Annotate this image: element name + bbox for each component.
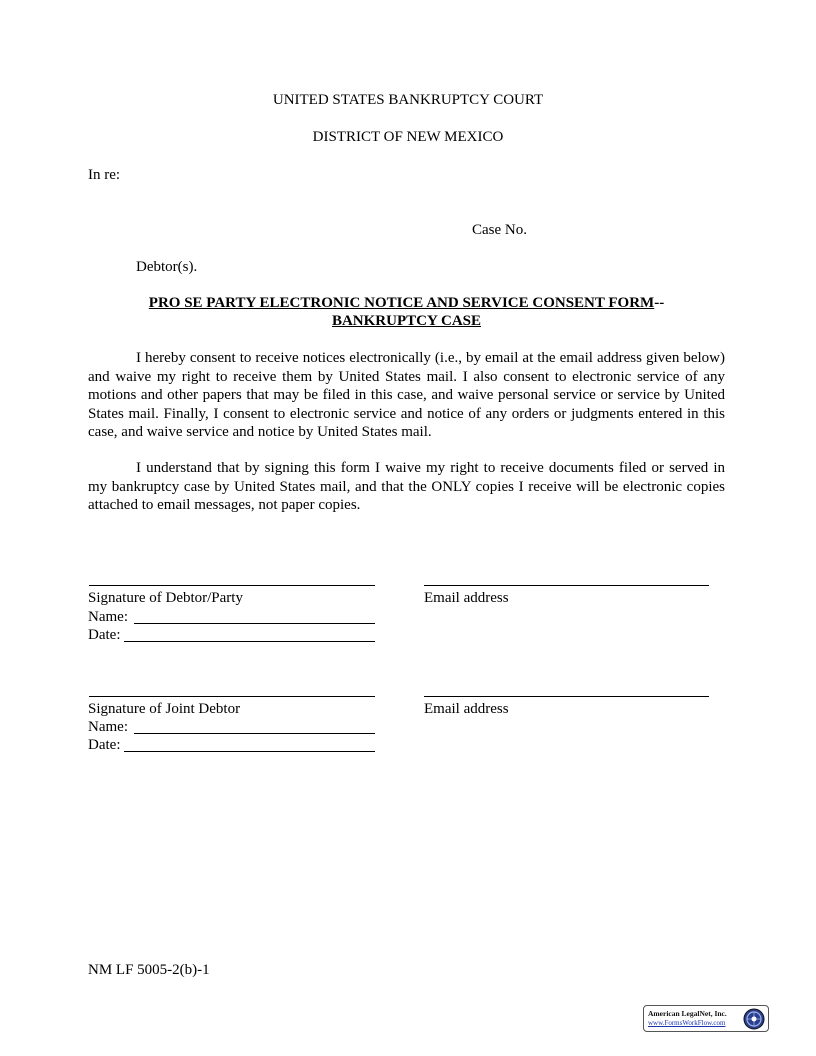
form-title-line2: BANKRUPTCY CASE — [331, 313, 482, 329]
debtor-signature-line[interactable] — [89, 585, 375, 586]
joint-debtor-signature-label: Signature of Joint Debtor — [88, 701, 241, 717]
debtor-name-field[interactable] — [134, 623, 375, 624]
case-number-label: Case No. — [472, 222, 527, 238]
form-title — [88, 294, 725, 330]
joint-debtor-name-field[interactable] — [134, 733, 375, 734]
court-name: UNITED STATES BANKRUPTCY COURT — [272, 92, 544, 108]
consent-paragraph — [88, 349, 725, 442]
in-re-label: In re: — [88, 167, 121, 183]
joint-debtor-name-label: Name: — [88, 719, 128, 735]
form-number: NM LF 5005-2(b)-1 — [88, 962, 210, 978]
debtor-date-label: Date: — [88, 627, 121, 643]
debtor-signature-label: Signature of Debtor/Party — [88, 590, 243, 606]
joint-debtor-signature-line[interactable] — [89, 696, 375, 697]
consent-paragraph-text: I hereby consent to receive notices electronically (i.e., by email at the email address given below) and waive my right to receive them by United States mail. I also consent to electronic service of any motions and other papers that may be filed in this case, and waive personal service or service by United States mail. Finally, I consent to electronic service and notice of any orders or judgments entered in this case, and waive service and notice by United States mail. — [88, 350, 725, 440]
waiver-paragraph-text: I understand that by signing this form I waive my right to receive documents filed or served in my bankruptcy case by United States mail, and that the ONLY copies I receive will be electronic copies attached to email messages, not paper copies. — [88, 460, 725, 513]
waiver-paragraph — [88, 459, 725, 515]
joint-debtor-email-line[interactable] — [424, 696, 709, 697]
badge-url-link[interactable]: www.FormsWorkFlow.com — [648, 1019, 726, 1027]
debtor-email-label: Email address — [424, 590, 509, 606]
debtor-email-line[interactable] — [424, 585, 709, 586]
debtors-label: Debtor(s). — [136, 259, 198, 275]
form-title-line1: PRO SE PARTY ELECTRONIC NOTICE AND SERVICE CONSENT FORM — [148, 295, 655, 311]
globe-logo-icon — [743, 1008, 765, 1030]
district-name: DISTRICT OF NEW MEXICO — [312, 129, 504, 145]
debtor-date-field[interactable] — [124, 641, 375, 642]
joint-debtor-email-label: Email address — [424, 701, 509, 717]
joint-debtor-date-label: Date: — [88, 737, 121, 753]
publisher-badge[interactable] — [643, 1005, 769, 1032]
form-title-dash: -- — [654, 295, 665, 311]
debtor-name-label: Name: — [88, 609, 128, 625]
joint-debtor-date-field[interactable] — [124, 751, 375, 752]
badge-company: American LegalNet, Inc. — [648, 1009, 727, 1018]
